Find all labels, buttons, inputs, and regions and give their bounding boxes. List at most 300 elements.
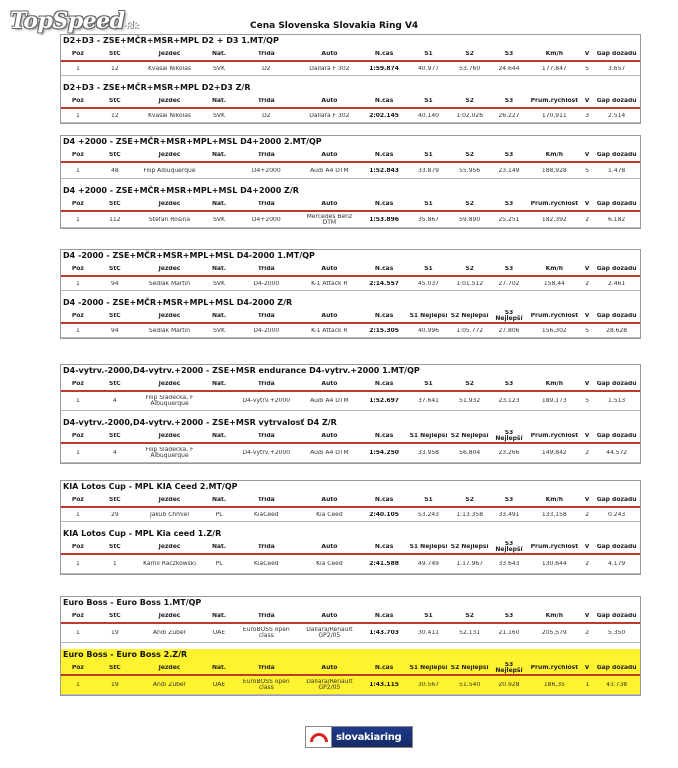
cell-s3: 23.266 — [498, 450, 520, 456]
col-poz: Poz — [71, 200, 84, 207]
col-cas: N.čas — [374, 432, 394, 439]
results-group-kia-lotos-cup — [60, 480, 641, 575]
cell-s1: 40.140 — [417, 112, 439, 119]
col-s1: S1 — [424, 97, 433, 104]
cell-kmh: 133,158 — [541, 511, 567, 518]
col-v: V — [584, 265, 590, 272]
cell-cas: 1:43.703 — [369, 630, 399, 636]
cell-cas: 1:59.874 — [369, 65, 399, 72]
col-jezdec: Jezdec — [158, 496, 181, 503]
col-cas: N.čas — [374, 50, 394, 57]
col-s3-best: S3 Nejlepší — [495, 429, 523, 442]
col-gap: Gap dozadu — [596, 543, 637, 550]
logo-tld: .sk — [125, 21, 139, 30]
table-row — [61, 212, 640, 228]
col-stc: StC — [109, 50, 121, 57]
cell-s2: 59.890 — [459, 216, 481, 223]
section-title: D4 +2000 - ZSE+MČR+MSR+MPL+MSL D4+2000 2.MT/QP — [63, 137, 322, 146]
col-jezdec: Jezdec — [158, 664, 181, 671]
col-poz: Poz — [71, 380, 84, 387]
cell-stc: 94 — [111, 280, 119, 287]
cell-gap: 2.514 — [608, 112, 626, 119]
col-auto: Auto — [321, 50, 338, 57]
col-s3-best: S3 Nejlepší — [495, 309, 523, 322]
col-s1-best: S1 Nejlepší — [409, 664, 448, 671]
col-nat: Nat. — [211, 151, 227, 158]
section-title: D2+D3 - ZSE+MČR+MSR+MPL D2 + D3 1.MT/QP — [63, 36, 279, 45]
col-cas: N.čas — [374, 664, 394, 671]
cell-poz: 1 — [75, 280, 80, 287]
cell-stc: 12 — [111, 65, 119, 72]
col-auto: Auto — [321, 97, 338, 104]
cell-v: 2 — [585, 280, 590, 287]
cell-kmh: 188,928 — [541, 167, 567, 174]
col-s3: S3 — [504, 151, 514, 158]
col-jezdec: Jezdec — [158, 265, 181, 272]
cell-jezdec: Andi Zuber — [152, 682, 187, 688]
cell-auto: Dallara F 302 — [309, 112, 350, 119]
col-stc: StC — [109, 432, 121, 439]
cell-auto: Audi A4 DTM — [310, 167, 349, 174]
cell-gap: 44.572 — [606, 450, 628, 456]
cell-stc: 4 — [112, 398, 117, 404]
col-cas: N.čas — [374, 496, 394, 503]
col-kmh: Km/h — [545, 380, 564, 387]
cell-kmh: 149,842 — [541, 450, 567, 456]
col-s2: S2 — [465, 200, 474, 207]
col-gap: Gap dozadu — [596, 432, 637, 439]
col-s3: S3 — [504, 265, 514, 272]
col-auto: Auto — [321, 200, 338, 207]
table-header — [61, 262, 640, 277]
cell-poz: 1 — [75, 511, 80, 518]
col-auto: Auto — [321, 432, 338, 439]
cell-trida: D4-vytrv.+2000 — [242, 450, 291, 456]
cell-poz: 1 — [75, 630, 80, 636]
col-auto: Auto — [321, 312, 338, 319]
cell-s3: 25.251 — [498, 216, 520, 223]
col-stc: StC — [109, 151, 121, 158]
cell-jezdec: Kvašai Nikolas — [147, 112, 192, 119]
cell-nat: PL — [215, 561, 223, 567]
col-gap: Gap dozadu — [596, 265, 637, 272]
cell-auto: Audi A4 DTM — [310, 450, 349, 456]
cell-poz: 1 — [75, 167, 80, 174]
table-row — [61, 555, 640, 574]
cell-auto: Dallara F 302 — [309, 65, 350, 72]
cell-v: 2 — [585, 630, 590, 636]
cell-trida: D4-vytrv.+2000 — [242, 398, 291, 404]
cell-trida: KiaCeed — [253, 561, 279, 567]
cell-s3: 33.643 — [498, 561, 520, 567]
col-s1: S1 — [424, 151, 433, 158]
cell-v: 2 — [585, 216, 590, 223]
cell-s3: 24.644 — [498, 65, 520, 72]
cell-s2: 51.540 — [459, 682, 481, 688]
cell-v: 5 — [585, 327, 590, 334]
col-nat: Nat. — [211, 50, 227, 57]
col-trida: Třída — [257, 97, 275, 104]
cell-poz: 1 — [75, 450, 80, 456]
table-header — [61, 540, 640, 555]
col-nat: Nat. — [211, 543, 227, 550]
cell-cas: 1:54.250 — [369, 450, 399, 456]
col-trida: Třída — [257, 265, 275, 272]
col-nat: Nat. — [211, 312, 227, 319]
cell-auto: Dallara/Renault GP2/05 — [306, 627, 353, 639]
cell-s2: 1:02.026 — [456, 112, 484, 119]
cell-kmh: 158,44 — [543, 280, 565, 287]
col-prumerna-rychlost: Prům.rychlost — [530, 200, 579, 207]
cell-s3: 21.160 — [498, 630, 520, 636]
table-row — [61, 163, 640, 179]
cell-trida: D4+2000 — [251, 216, 281, 223]
cell-nat: SVK — [213, 216, 225, 223]
col-kmh: Km/h — [545, 612, 564, 619]
table-row — [61, 324, 640, 338]
col-s1: S1 — [424, 496, 433, 503]
col-stc: StC — [109, 380, 121, 387]
col-s3: S3 — [504, 612, 514, 619]
cell-jezdec: Štefan Rosina — [148, 216, 191, 223]
results-group-euro-boss — [60, 596, 641, 696]
cell-auto: Mercedes Benz DTM — [306, 213, 353, 226]
results-group-d4-minus2000 — [60, 249, 641, 339]
results-group-d4-plus2000 — [60, 135, 641, 229]
cell-s3: 26.227 — [498, 112, 520, 119]
logo-mark: TopSpeed — [10, 8, 125, 34]
col-jezdec: Jezdec — [158, 543, 181, 550]
cell-trida: EuroBOSS open class — [242, 627, 290, 639]
cell-jezdec: Filip Sládečka, F Albuquerque — [145, 395, 194, 407]
cell-poz: 1 — [75, 398, 80, 404]
table-header — [61, 148, 640, 163]
cell-cas: 1:52.697 — [369, 398, 399, 404]
col-auto: Auto — [321, 664, 338, 671]
logo-text: slovakiaring — [336, 731, 402, 743]
col-kmh: Km/h — [545, 496, 564, 503]
table-header — [61, 377, 640, 392]
col-s3-best: S3 Nejlepší — [495, 540, 523, 553]
col-gap: Gap dozadu — [596, 612, 637, 619]
col-poz: Poz — [71, 612, 84, 619]
col-gap: Gap dozadu — [596, 380, 637, 387]
col-stc: StC — [109, 200, 121, 207]
col-jezdec: Jezdec — [158, 151, 181, 158]
col-trida: Třída — [257, 312, 275, 319]
cell-nat: SVK — [213, 280, 225, 287]
col-s2: S2 — [465, 380, 474, 387]
col-nat: Nat. — [211, 432, 227, 439]
col-prumerna-rychlost: Prům.rychlost — [530, 97, 579, 104]
cell-v: 2 — [585, 450, 590, 456]
cell-jezdec: Kamil Raczkowski — [143, 561, 196, 567]
col-nat: Nat. — [211, 200, 227, 207]
col-s2: S2 — [465, 265, 474, 272]
cell-trida: D4+2000 — [251, 167, 281, 174]
cell-kmh: 186,35 — [543, 682, 565, 688]
col-s3-best: S3 Nejlepší — [495, 661, 523, 674]
cell-cas: 2:14.557 — [369, 280, 399, 287]
cell-kmh: 130,644 — [541, 561, 567, 567]
section-title: D4-vytrv.-2000,D4-vytrv.+2000 - ZSE+MSR vytrvalosť D4 Z/R — [63, 418, 337, 427]
table-row — [61, 392, 640, 411]
col-cas: N.čas — [374, 312, 394, 319]
col-s1-best: S1 Nejlepší — [409, 543, 448, 550]
section-title: D4 -2000 - ZSE+MČR+MSR+MPL+MSL D4-2000 1.MT/QP — [63, 251, 315, 260]
cell-stc: 19 — [111, 630, 119, 636]
col-nat: Nat. — [211, 664, 227, 671]
col-jezdec: Jezdec — [158, 612, 181, 619]
col-poz: Poz — [71, 151, 84, 158]
cell-stc: 1 — [112, 561, 117, 567]
cell-gap: 6.182 — [608, 216, 626, 223]
col-jezdec: Jezdec — [158, 50, 181, 57]
cell-poz: 1 — [75, 216, 80, 223]
table-header — [61, 47, 640, 62]
cell-jezdec: Jakub Chmiel — [149, 511, 190, 518]
cell-trida: D4-2000 — [253, 327, 280, 334]
col-auto: Auto — [321, 151, 338, 158]
col-s1: S1 — [424, 380, 433, 387]
cell-gap: 5.350 — [608, 630, 626, 636]
cell-poz: 1 — [75, 561, 80, 567]
cell-s3: 20.928 — [498, 682, 520, 688]
col-trida: Třída — [257, 496, 275, 503]
cell-auto: K-1 Attack R — [311, 280, 348, 287]
col-v: V — [584, 543, 590, 550]
cell-poz: 1 — [75, 112, 80, 119]
cell-jezdec: Kvašai Nikolas — [147, 65, 192, 72]
cell-s2: 52.131 — [459, 630, 481, 636]
col-s3: S3 — [504, 380, 514, 387]
cell-cas: 2:41.588 — [369, 561, 399, 567]
cell-cas: 2:02.145 — [369, 112, 399, 119]
col-nat: Nat. — [211, 265, 227, 272]
col-nat: Nat. — [211, 612, 227, 619]
col-s2: S2 — [465, 612, 474, 619]
cell-stc: 48 — [111, 167, 119, 174]
cell-s1: 35.867 — [417, 216, 439, 223]
cell-v: 2 — [585, 511, 590, 518]
col-s2: S2 — [465, 50, 474, 57]
col-s2: S2 — [465, 151, 474, 158]
cell-s3: 23.123 — [498, 398, 520, 404]
col-s3: S3 — [504, 200, 514, 207]
cell-jezdec: Sedlák Martin — [148, 280, 191, 287]
cell-kmh: 177,847 — [541, 65, 567, 72]
col-kmh: Km/h — [545, 265, 564, 272]
col-v: V — [584, 432, 590, 439]
cell-s2: 51.932 — [459, 398, 481, 404]
table-row — [61, 508, 640, 522]
col-kmh: Km/h — [545, 50, 564, 57]
cell-s2: 1:05.772 — [456, 327, 484, 334]
cell-gap: 2.461 — [608, 280, 626, 287]
col-kmh: Km/h — [545, 151, 564, 158]
col-prumerna-rychlost: Prům.rychlost — [530, 543, 579, 550]
col-nat: Nat. — [211, 97, 227, 104]
col-auto: Auto — [321, 380, 338, 387]
cell-stc: 19 — [111, 682, 119, 688]
col-jezdec: Jezdec — [158, 97, 181, 104]
cell-jezdec: Filip Albuquerque — [143, 167, 196, 174]
col-stc: StC — [109, 97, 121, 104]
col-s2-best: S2 Nejlepší — [450, 664, 489, 671]
cell-s3: 27.702 — [498, 280, 520, 287]
col-cas: N.čas — [374, 151, 394, 158]
col-prumerna-rychlost: Prům.rychlost — [530, 432, 579, 439]
col-gap: Gap dozadu — [596, 312, 637, 319]
cell-cas: 1:52.843 — [369, 167, 399, 174]
col-s1: S1 — [424, 612, 433, 619]
cell-auto: K-1 Attack R — [311, 327, 348, 334]
cell-kmh: 170,911 — [541, 112, 567, 119]
cell-jezdec: Sedlák Martin — [148, 327, 191, 334]
section-title: Euro Boss - Euro Boss 1.MT/QP — [63, 598, 202, 607]
col-stc: StC — [109, 265, 121, 272]
cell-v: 5 — [585, 65, 590, 72]
cell-cas: 2:40.105 — [369, 511, 399, 518]
section-title: D4 -2000 - ZSE+MČR+MSR+MPL+MSL D4-2000 Z/R — [63, 298, 293, 307]
col-v: V — [584, 151, 590, 158]
col-jezdec: Jezdec — [158, 380, 181, 387]
col-v: V — [584, 97, 590, 104]
col-cas: N.čas — [374, 265, 394, 272]
cell-s2: 56.804 — [459, 450, 481, 456]
cell-trida: D2 — [262, 112, 271, 119]
document-title: Cena Slovenska Slovakia Ring V4 — [250, 21, 419, 31]
col-poz: Poz — [71, 432, 84, 439]
results-group-d4-endurance — [60, 364, 641, 464]
col-trida: Třída — [257, 200, 275, 207]
col-s1-best: S1 Nejlepší — [409, 312, 448, 319]
cell-gap: 4.179 — [608, 561, 626, 567]
cell-v: 1 — [585, 682, 590, 688]
cell-nat: PL — [215, 511, 223, 518]
table-row — [61, 277, 640, 291]
cell-trida: D2 — [262, 65, 271, 72]
cell-nat: UAE — [212, 682, 226, 688]
cell-auto: Audi A4 DTM — [310, 398, 349, 404]
table-header — [61, 661, 640, 676]
cell-v: 2 — [585, 561, 590, 567]
cell-stc: 112 — [109, 216, 121, 223]
cell-poz: 1 — [75, 682, 80, 688]
slovakiaring-logo — [305, 726, 413, 748]
table-row — [61, 624, 640, 643]
col-stc: StC — [109, 612, 121, 619]
table-row — [61, 444, 640, 463]
col-s1: S1 — [424, 50, 433, 57]
col-jezdec: Jezdec — [158, 200, 181, 207]
topspeed-logo — [10, 8, 139, 34]
col-prumerna-rychlost: Prům.rychlost — [530, 312, 579, 319]
col-s3: S3 — [504, 496, 514, 503]
col-poz: Poz — [71, 496, 84, 503]
cell-s1: 30.567 — [417, 682, 439, 688]
col-v: V — [584, 380, 590, 387]
cell-poz: 1 — [75, 327, 80, 334]
cell-kmh: 182,392 — [541, 216, 567, 223]
cell-stc: 94 — [111, 327, 119, 334]
col-auto: Auto — [321, 496, 338, 503]
col-stc: StC — [109, 543, 121, 550]
table-row — [61, 62, 640, 76]
cell-s1: 30.411 — [417, 630, 439, 636]
col-trida: Třída — [257, 612, 275, 619]
results-group-d2d3 — [60, 34, 641, 124]
cell-gap: 43.738 — [606, 682, 628, 688]
col-s2: S2 — [465, 496, 474, 503]
cell-s2: 1:17.967 — [456, 561, 484, 567]
col-trida: Třída — [257, 543, 275, 550]
table-header — [61, 609, 640, 624]
cell-s1: 45.037 — [417, 280, 439, 287]
cell-jezdec: Andi Zuber — [152, 630, 187, 636]
highlighted-section — [61, 649, 640, 695]
col-cas: N.čas — [374, 97, 394, 104]
col-s1: S1 — [424, 265, 433, 272]
track-swoosh-icon — [306, 727, 332, 747]
col-v: V — [584, 496, 590, 503]
cell-s1: 33.958 — [417, 450, 439, 456]
col-auto: Auto — [321, 612, 338, 619]
col-cas: N.čas — [374, 543, 394, 550]
section-title: D2+D3 - ZSE+MČR+MSR+MPL D2+D3 Z/R — [63, 83, 251, 92]
col-poz: Poz — [71, 543, 84, 550]
section-title: D4-vytrv.-2000,D4-vytrv.+2000 - ZSE+MSR endurance D4-vytrv.+2000 1.MT/QP — [63, 366, 420, 375]
cell-s1: 33.879 — [417, 167, 439, 174]
cell-gap: 3.657 — [608, 65, 626, 72]
col-jezdec: Jezdec — [158, 432, 181, 439]
col-v: V — [584, 200, 590, 207]
cell-v: 3 — [585, 112, 590, 119]
col-s3: S3 — [504, 97, 514, 104]
cell-stc: 12 — [111, 112, 119, 119]
col-nat: Nat. — [211, 380, 227, 387]
cell-s3: 33.491 — [498, 511, 520, 518]
col-poz: Poz — [71, 265, 84, 272]
section-title: KIA Lotos Cup - MPL KIA Ceed 2.MT/QP — [63, 482, 238, 491]
cell-trida: D4-2000 — [253, 280, 280, 287]
cell-stc: 4 — [112, 450, 117, 456]
col-s2-best: S2 Nejlepší — [450, 432, 489, 439]
col-s2-best: S2 Nejlepší — [450, 312, 489, 319]
cell-trida: EuroBOSS open class — [242, 679, 290, 691]
col-gap: Gap dozadu — [596, 151, 637, 158]
col-gap: Gap dozadu — [596, 496, 637, 503]
col-poz: Poz — [71, 312, 84, 319]
cell-s2: 55.956 — [459, 167, 481, 174]
cell-cas: 2:15.305 — [369, 327, 399, 334]
cell-s3: 27.806 — [498, 327, 520, 334]
cell-s1: 40.977 — [417, 65, 439, 72]
col-gap: Gap dozadu — [596, 50, 637, 57]
cell-auto: Kia Ceed — [316, 561, 343, 567]
col-v: V — [584, 664, 590, 671]
table-row — [61, 676, 640, 695]
col-s2-best: S2 Nejlepší — [450, 543, 489, 550]
table-header — [61, 197, 640, 212]
cell-s1: 37.641 — [417, 398, 439, 404]
cell-kmh: 205,579 — [541, 630, 567, 636]
section-title: KIA Lotos Cup - MPL Kia ceed 1.Z/R — [63, 529, 222, 538]
cell-cas: 1:43.115 — [369, 682, 399, 688]
col-poz: Poz — [71, 50, 84, 57]
section-title: Euro Boss - Euro Boss 2.Z/R — [63, 650, 188, 659]
col-trida: Třída — [257, 432, 275, 439]
